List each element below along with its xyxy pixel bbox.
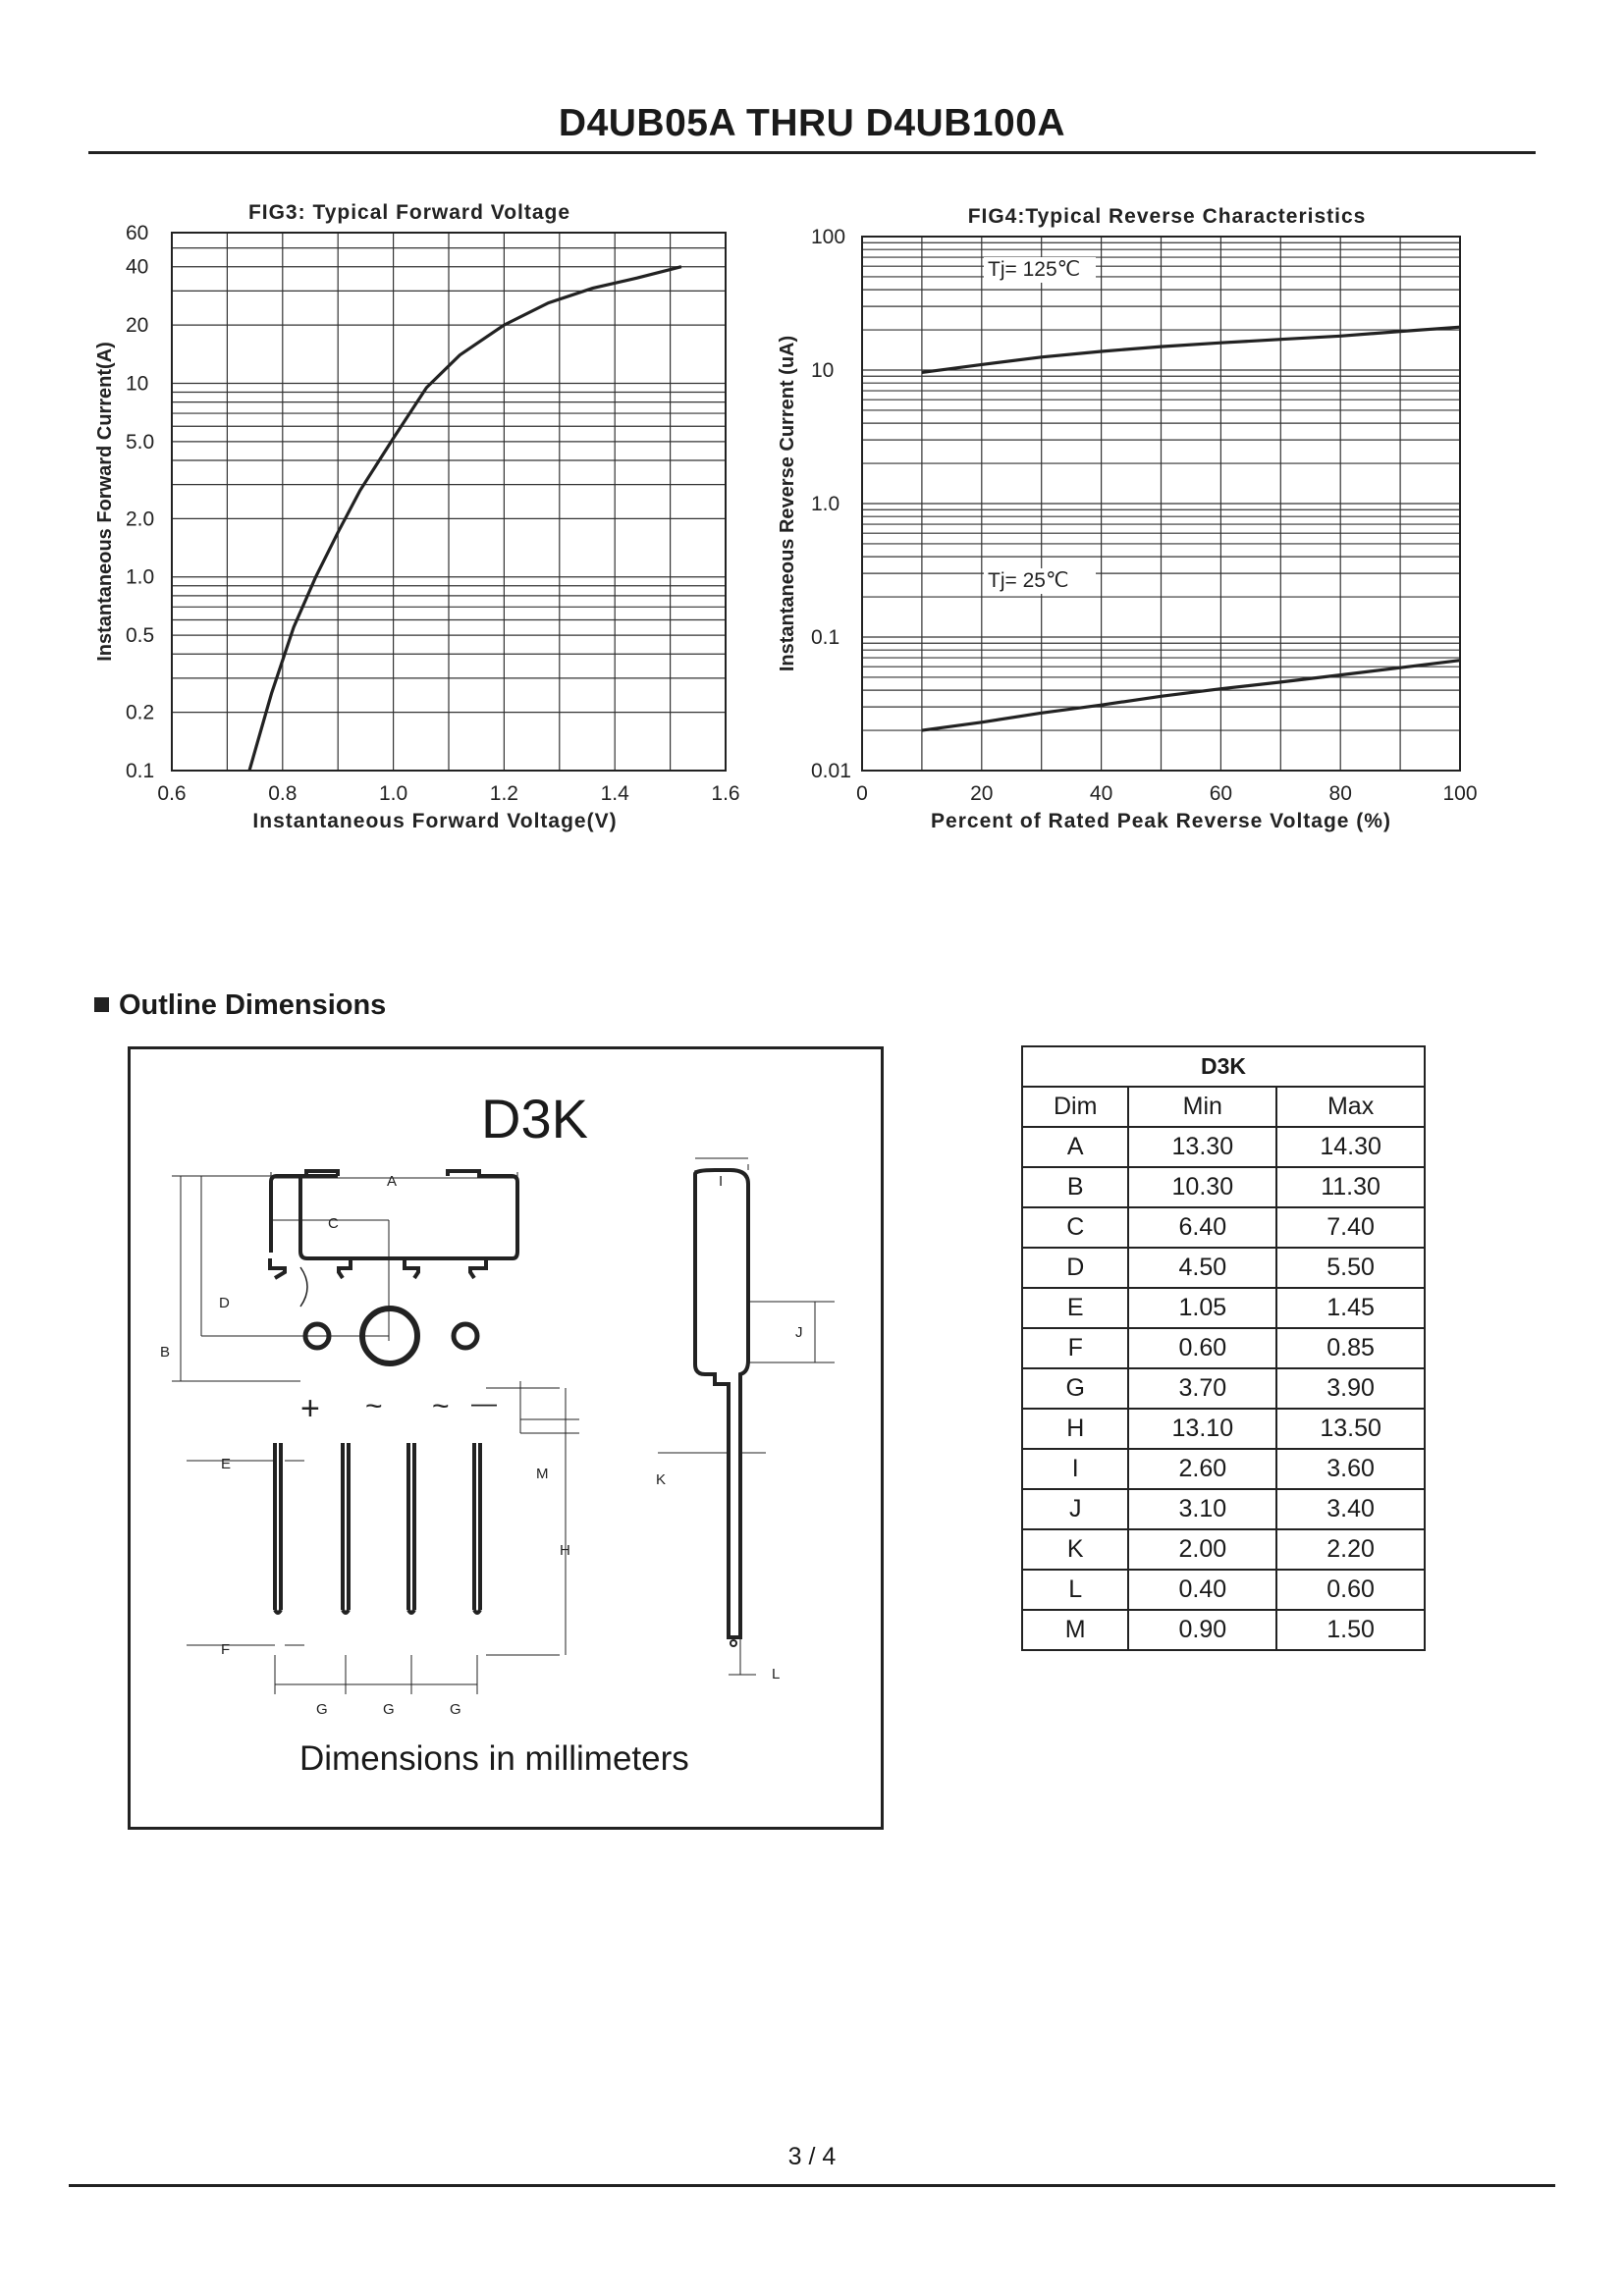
dim-cell: B [1022, 1167, 1128, 1207]
curve-annotation: Tj= 25℃ [988, 569, 1069, 592]
dimension-note: Dimensions in millimeters [299, 1739, 689, 1778]
y-tick-label: 0.01 [811, 760, 851, 782]
y-axis-label: Instantaneous Reverse Current (uA) [777, 335, 798, 672]
dim-cell: M [1022, 1610, 1128, 1650]
dim-cell: J [1022, 1489, 1128, 1529]
min-cell: 6.40 [1128, 1207, 1276, 1248]
dim-cell: L [1022, 1570, 1128, 1610]
y-tick-label: 1.0 [811, 493, 840, 515]
max-cell: 3.90 [1276, 1368, 1425, 1409]
table-row [1022, 1167, 1425, 1207]
min-cell: 2.60 [1128, 1449, 1276, 1489]
pin-mark-plus: + [300, 1390, 320, 1427]
min-cell: 4.50 [1128, 1248, 1276, 1288]
dim-letter-g1: G [316, 1701, 328, 1718]
x-tick-label: 0.8 [268, 782, 298, 805]
dimension-rows [1022, 1127, 1425, 1650]
y-tick-label: 10 [126, 372, 149, 396]
dim-letter-i: I [719, 1173, 724, 1190]
max-cell: 7.40 [1276, 1207, 1425, 1248]
min-cell: 1.05 [1128, 1288, 1276, 1328]
x-tick-label: 1.0 [378, 782, 408, 805]
col-header-min: Min [1128, 1087, 1276, 1127]
x-tick-label: 40 [1089, 782, 1113, 805]
y-tick-label: 60 [126, 222, 149, 244]
table-row [1022, 1489, 1425, 1529]
dim-letter-c: C [328, 1215, 339, 1232]
y-tick-label: 0.5 [126, 624, 155, 648]
chart-title: FIG4:Typical Reverse Characteristics [967, 205, 1367, 228]
chart-2 [862, 237, 1460, 771]
side-view-outline [695, 1170, 748, 1637]
mount-hole-right [454, 1324, 477, 1348]
x-axis-label: Instantaneous Forward Voltage(V) [252, 810, 618, 832]
max-cell: 2.20 [1276, 1529, 1425, 1570]
table-row [1022, 1328, 1425, 1368]
max-cell: 13.50 [1276, 1409, 1425, 1449]
col-header-max: Max [1276, 1087, 1425, 1127]
col-header-dim: Dim [1022, 1087, 1128, 1127]
body-outline-left [271, 1171, 338, 1253]
table-caption: D3K [1022, 1046, 1425, 1087]
dim-letter-g2: G [383, 1701, 395, 1718]
dim-letter-m: M [536, 1466, 549, 1482]
dim-letter-h: H [560, 1542, 570, 1559]
dim-cell: C [1022, 1207, 1128, 1248]
dim-letter-l: L [772, 1666, 781, 1682]
x-tick-label: 20 [970, 782, 994, 805]
dim-cell: G [1022, 1368, 1128, 1409]
y-tick-label: 5.0 [126, 430, 155, 454]
dim-cell: H [1022, 1409, 1128, 1449]
page-title: D4UB05A THRU D4UB100A [558, 102, 1066, 144]
table-row [1022, 1449, 1425, 1489]
dim-letter-f: F [221, 1641, 231, 1658]
charts-canvas [0, 0, 1624, 883]
chart-1 [172, 233, 726, 771]
dim-cell: F [1022, 1328, 1128, 1368]
max-cell: 1.50 [1276, 1610, 1425, 1650]
y-axis-label: Instantaneous Forward Current(A) [94, 342, 116, 662]
table-row [1022, 1570, 1425, 1610]
footer-rule [69, 2184, 1555, 2187]
min-cell: 3.10 [1128, 1489, 1276, 1529]
y-tick-label: 0.1 [811, 626, 840, 649]
package-name: D3K [481, 1088, 588, 1149]
dim-letter-b: B [160, 1344, 171, 1361]
dim-cell: A [1022, 1127, 1128, 1167]
y-tick-label: 20 [126, 314, 149, 338]
max-cell: 3.60 [1276, 1449, 1425, 1489]
max-cell: 0.85 [1276, 1328, 1425, 1368]
y-tick-label: 1.0 [126, 565, 155, 589]
x-tick-label: 0 [856, 782, 868, 805]
y-tick-label: 100 [811, 226, 846, 248]
x-tick-label: 60 [1209, 782, 1233, 805]
max-cell: 1.45 [1276, 1288, 1425, 1328]
min-cell: 0.90 [1128, 1610, 1276, 1650]
dim-letter-j: J [795, 1324, 803, 1341]
table-row [1022, 1529, 1425, 1570]
min-cell: 13.10 [1128, 1409, 1276, 1449]
dim-letter-d: D [219, 1295, 230, 1311]
bullet-square-icon [94, 997, 109, 1012]
dim-letter-g3: G [450, 1701, 461, 1718]
max-cell: 11.30 [1276, 1167, 1425, 1207]
dim-cell: I [1022, 1449, 1128, 1489]
max-cell: 14.30 [1276, 1127, 1425, 1167]
dim-cell: K [1022, 1529, 1128, 1570]
y-tick-label: 0.2 [126, 701, 155, 724]
max-cell: 5.50 [1276, 1248, 1425, 1288]
x-axis-label: Percent of Rated Peak Reverse Voltage (%) [931, 810, 1391, 832]
y-tick-label: 0.1 [126, 760, 155, 782]
series-line [922, 661, 1460, 730]
chart-title: FIG3: Typical Forward Voltage [247, 201, 571, 224]
pin-mark-minus: — [471, 1388, 497, 1417]
x-tick-label: 0.6 [157, 782, 187, 805]
dimension-table [1021, 1045, 1426, 1651]
x-tick-label: 1.4 [600, 782, 629, 805]
table-row [1022, 1610, 1425, 1650]
y-tick-label: 10 [811, 359, 835, 382]
min-cell: 0.60 [1128, 1328, 1276, 1368]
min-cell: 3.70 [1128, 1368, 1276, 1409]
max-cell: 3.40 [1276, 1489, 1425, 1529]
table-row [1022, 1409, 1425, 1449]
x-tick-label: 80 [1328, 782, 1352, 805]
package-drawing [128, 1046, 884, 1830]
page-number: 3 / 4 [787, 2143, 837, 2170]
y-tick-label: 2.0 [126, 507, 155, 531]
min-cell: 13.30 [1128, 1127, 1276, 1167]
outline-heading [94, 989, 386, 1022]
dim-cell: D [1022, 1248, 1128, 1288]
pin-mark-ac2: ~ [432, 1390, 450, 1422]
table-row [1022, 1248, 1425, 1288]
curve-annotation: Tj= 125℃ [988, 258, 1081, 281]
dim-letter-k: K [656, 1471, 667, 1488]
dim-cell: E [1022, 1288, 1128, 1328]
pin-mark-ac1: ~ [365, 1390, 383, 1422]
x-tick-label: 100 [1442, 782, 1478, 805]
y-tick-label: 40 [126, 255, 149, 279]
x-tick-label: 1.6 [711, 782, 740, 805]
min-cell: 0.40 [1128, 1570, 1276, 1610]
series-line [922, 327, 1460, 372]
table-row [1022, 1207, 1425, 1248]
table-row [1022, 1368, 1425, 1409]
x-tick-label: 1.2 [489, 782, 519, 805]
min-cell: 2.00 [1128, 1529, 1276, 1570]
max-cell: 0.60 [1276, 1570, 1425, 1610]
min-cell: 10.30 [1128, 1167, 1276, 1207]
outline-heading-text: Outline Dimensions [119, 989, 387, 1021]
table-row [1022, 1127, 1425, 1167]
dim-letter-e: E [221, 1456, 232, 1472]
dim-letter-a: A [387, 1173, 398, 1190]
table-row [1022, 1288, 1425, 1328]
